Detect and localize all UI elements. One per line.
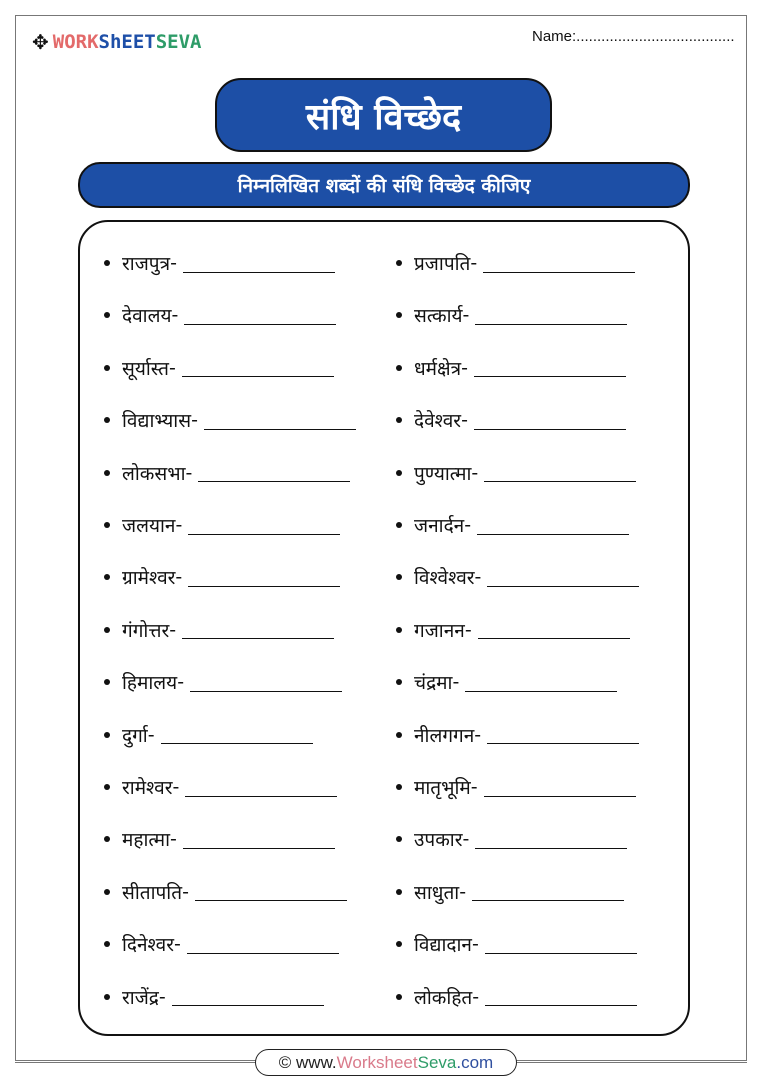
answer-blank[interactable] xyxy=(188,568,340,587)
word: जलयान xyxy=(122,515,176,537)
worksheet-item xyxy=(104,824,335,854)
separator: - xyxy=(470,252,478,274)
worksheet-item xyxy=(396,458,636,488)
bullet-icon xyxy=(396,365,402,371)
bullet-icon xyxy=(396,784,402,790)
word: सूर्यास्त xyxy=(122,357,170,380)
answer-blank[interactable] xyxy=(484,463,636,482)
worksheet-item xyxy=(104,877,347,907)
bullet-icon xyxy=(104,836,110,842)
worksheet-item xyxy=(396,405,626,435)
answer-blank[interactable] xyxy=(190,673,342,692)
word: देवेश्वर xyxy=(414,410,462,433)
word: महात्मा xyxy=(122,829,170,852)
separator: - xyxy=(177,671,185,694)
worksheet-item xyxy=(396,353,626,383)
bullet-icon xyxy=(396,260,402,266)
answer-blank[interactable] xyxy=(465,673,617,692)
divider xyxy=(15,1062,255,1063)
answer-blank[interactable] xyxy=(477,516,629,535)
separator: - xyxy=(173,933,181,956)
separator: - xyxy=(170,828,177,851)
worksheet-item xyxy=(104,248,335,278)
worksheet-item xyxy=(396,877,624,907)
worksheet-item xyxy=(104,510,340,540)
word: राजेंद्र xyxy=(122,986,159,1009)
bullet-icon xyxy=(104,417,110,423)
answer-blank[interactable] xyxy=(184,306,336,325)
separator: - xyxy=(462,828,470,851)
answer-blank[interactable] xyxy=(485,935,637,954)
logo-part: SEVA xyxy=(155,31,202,53)
word: उपकार xyxy=(414,829,463,852)
bullet-icon xyxy=(104,889,110,895)
bullet-icon xyxy=(104,312,110,318)
logo-part: ShEET xyxy=(98,31,156,53)
worksheet-item xyxy=(396,929,637,959)
bullet-icon xyxy=(396,470,402,476)
divider xyxy=(517,1062,747,1063)
worksheet-item xyxy=(104,929,339,959)
answer-blank[interactable] xyxy=(487,568,639,587)
worksheet-item xyxy=(104,615,334,645)
worksheet-item xyxy=(396,772,636,802)
bullet-icon xyxy=(104,522,110,528)
word: गजानन xyxy=(414,619,465,642)
separator: - xyxy=(175,514,183,536)
bullet-icon xyxy=(104,260,110,266)
separator: - xyxy=(464,618,472,641)
separator: - xyxy=(461,409,468,432)
answer-blank[interactable] xyxy=(475,306,627,325)
separator: - xyxy=(474,566,482,589)
bullet-icon xyxy=(104,627,110,633)
bullet-icon xyxy=(396,732,402,738)
bullet-icon xyxy=(396,679,402,685)
logo-icon: ✥ xyxy=(32,30,49,54)
word: विद्याभ्यास xyxy=(122,410,192,433)
separator: - xyxy=(474,723,482,746)
page-title: संधि विच्छेद xyxy=(215,78,552,152)
bullet-icon xyxy=(396,574,402,580)
answer-blank[interactable] xyxy=(183,254,335,273)
word: गंगोत्तर xyxy=(122,619,170,642)
answer-blank[interactable] xyxy=(474,411,626,430)
separator: - xyxy=(452,671,460,694)
word: पुण्यात्मा xyxy=(414,462,472,485)
separator: - xyxy=(471,933,479,956)
worksheet-item xyxy=(396,510,629,540)
word: साधुता xyxy=(414,881,460,904)
worksheet-item xyxy=(396,562,639,592)
instruction-banner: निम्नलिखित शब्दों की संधि विच्छेद कीजिए xyxy=(78,162,690,208)
separator: - xyxy=(459,880,467,903)
bullet-icon xyxy=(104,365,110,371)
worksheet-item xyxy=(104,562,340,592)
bullet-icon xyxy=(396,941,402,947)
bullet-icon xyxy=(396,889,402,895)
footer-prefix: © www. xyxy=(278,1052,337,1072)
answer-blank[interactable] xyxy=(182,358,334,377)
word: नीलगगन xyxy=(414,724,475,747)
separator: - xyxy=(472,985,480,1008)
answer-blank[interactable] xyxy=(487,725,639,744)
footer-part: Seva xyxy=(417,1052,457,1072)
word: विश्वेश्वर xyxy=(414,567,475,590)
separator: - xyxy=(471,461,479,484)
bullet-icon xyxy=(396,836,402,842)
logo xyxy=(32,30,202,54)
separator: - xyxy=(462,304,470,327)
worksheet-item xyxy=(104,720,313,750)
bullet-icon xyxy=(104,574,110,580)
answer-blank[interactable] xyxy=(472,882,624,901)
separator: - xyxy=(461,356,469,379)
word: दिनेश्वर xyxy=(122,934,174,957)
word: जनार्दन xyxy=(414,515,465,537)
footer-website xyxy=(255,1049,517,1076)
answer-blank[interactable] xyxy=(478,620,630,639)
worksheet-item xyxy=(396,982,637,1012)
answer-blank[interactable] xyxy=(187,935,339,954)
worksheet-item xyxy=(104,667,342,697)
answer-blank[interactable] xyxy=(182,620,334,639)
separator: - xyxy=(185,461,193,484)
bullet-icon xyxy=(396,312,402,318)
bullet-icon xyxy=(396,627,402,633)
answer-blank[interactable] xyxy=(475,830,627,849)
answer-blank[interactable] xyxy=(195,882,347,901)
word: सीतापति xyxy=(122,881,183,904)
answer-blank[interactable] xyxy=(485,987,637,1006)
logo-part: WORK xyxy=(52,31,99,53)
worksheet-item xyxy=(396,248,635,278)
bullet-icon xyxy=(396,417,402,423)
separator: - xyxy=(175,566,183,589)
separator: - xyxy=(470,776,478,798)
word: देवालय xyxy=(122,305,172,328)
word: प्रजापति xyxy=(414,253,471,275)
answer-blank[interactable] xyxy=(172,987,324,1006)
worksheet-item xyxy=(104,300,336,330)
worksheet-item xyxy=(396,824,627,854)
bullet-icon xyxy=(104,470,110,476)
worksheet-item xyxy=(396,615,630,645)
separator: - xyxy=(147,723,155,746)
answer-blank[interactable] xyxy=(204,411,356,430)
word: लोकसभा xyxy=(122,462,186,485)
separator: - xyxy=(182,880,189,903)
worksheet-item xyxy=(396,300,627,330)
answer-blank[interactable] xyxy=(484,778,636,797)
worksheet-item xyxy=(104,405,356,435)
word: चंद्रमा xyxy=(414,672,453,695)
answer-blank[interactable] xyxy=(474,358,626,377)
word: मातृभूमि xyxy=(414,777,471,799)
word: सत्कार्य xyxy=(414,305,463,328)
word: लोकहित xyxy=(414,986,473,1009)
word: राजपुत्र xyxy=(122,253,171,275)
bullet-icon xyxy=(396,522,402,528)
worksheet-item xyxy=(104,982,324,1012)
word: हिमालय xyxy=(122,672,178,695)
separator: - xyxy=(169,618,177,641)
bullet-icon xyxy=(104,732,110,738)
word: रामेश्वर xyxy=(122,777,173,799)
bullet-icon xyxy=(396,994,402,1000)
word: ग्रामेश्वर xyxy=(122,567,176,590)
worksheet-item xyxy=(104,353,334,383)
word: विद्यादान xyxy=(414,934,472,957)
separator: - xyxy=(169,356,176,379)
worksheet-item xyxy=(396,720,639,750)
separator: - xyxy=(191,409,198,432)
separator: - xyxy=(464,514,472,536)
worksheet-item xyxy=(396,667,617,697)
answer-blank[interactable] xyxy=(198,463,350,482)
answer-blank[interactable] xyxy=(161,725,313,744)
answer-blank[interactable] xyxy=(183,830,335,849)
answer-blank[interactable] xyxy=(188,516,340,535)
logo-text xyxy=(53,31,202,53)
footer-suffix: .com xyxy=(456,1052,494,1072)
separator: - xyxy=(170,252,177,274)
separator: - xyxy=(158,985,166,1008)
bullet-icon xyxy=(104,994,110,1000)
bullet-icon xyxy=(104,679,110,685)
answer-blank[interactable] xyxy=(185,778,337,797)
separator: - xyxy=(171,304,179,327)
worksheet-item xyxy=(104,458,350,488)
bullet-icon xyxy=(104,784,110,790)
footer-part: Worksheet xyxy=(336,1052,418,1072)
word: धर्मक्षेत्र xyxy=(414,357,462,380)
bullet-icon xyxy=(104,941,110,947)
name-field[interactable]: Name:...................................... xyxy=(532,28,735,45)
word: दुर्गा xyxy=(122,724,148,747)
worksheet-item xyxy=(104,772,337,802)
separator: - xyxy=(172,776,180,798)
answer-blank[interactable] xyxy=(483,254,635,273)
